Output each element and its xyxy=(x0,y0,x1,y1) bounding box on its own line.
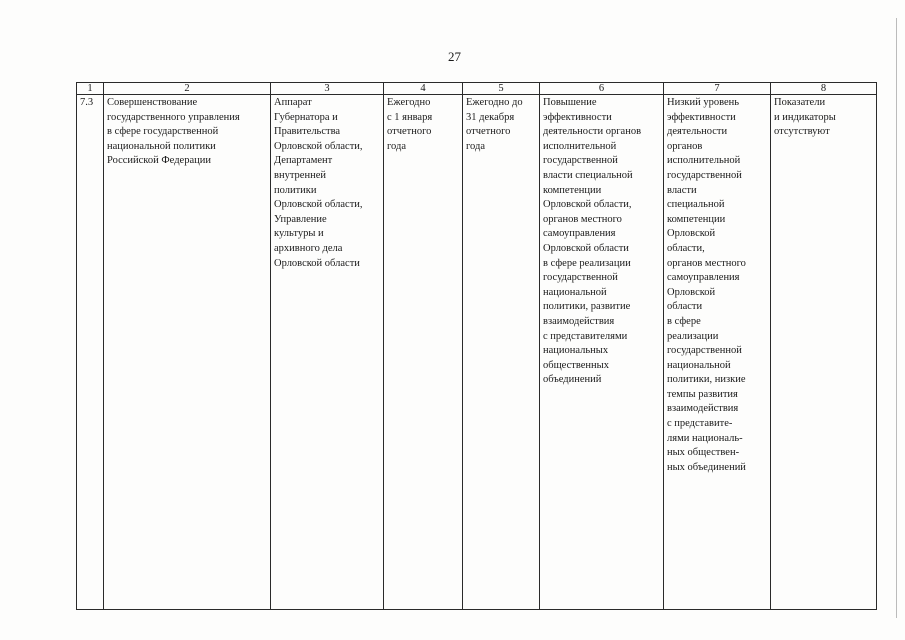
table-row xyxy=(77,95,877,610)
header-col-8: 8 xyxy=(771,83,877,95)
header-col-2: 2 xyxy=(104,83,271,95)
header-col-5: 5 xyxy=(463,83,540,95)
indicators-cell: Показатели и индикаторы отсутствуют xyxy=(771,95,877,610)
expected-result-cell: Повышение эффективности деятельности органов исполнительной государственной власти специальной компетенции Орловской области, органов местного самоуправления Орловской области в сфере реализации государственной национальной политики, развитие взаимодействия с представителями национальных общественных объединений xyxy=(540,95,664,610)
executors-cell: Аппарат Губернатора и Правительства Орловской области, Департамент внутренней политики Орловской области, Управление культуры и архивного дела Орловской области xyxy=(271,95,384,610)
event-name-cell: Совершенствование государственного управления в сфере государственной национальной политики Российской Федерации xyxy=(104,95,271,610)
start-date-cell: Ежегодно с 1 января отчетного года xyxy=(384,95,463,610)
header-col-7: 7 xyxy=(664,83,771,95)
header-col-1: 1 xyxy=(77,83,104,95)
header-col-4: 4 xyxy=(384,83,463,95)
header-row xyxy=(77,83,877,95)
page-edge-line xyxy=(896,18,897,618)
end-date-cell: Ежегодно до 31 декабря отчетного года xyxy=(463,95,540,610)
row-number: 7.3 xyxy=(77,95,104,610)
consequences-cell: Низкий уровень эффективности деятельности органов исполнительной государственной власти специальной компетенции Орловской области, органов местного самоуправления Орловской области в сфере реализации государственной национальной политики, низкие темпы развития взаимодействия с представите- лями националь- ных обществен- ных объединений xyxy=(664,95,771,610)
program-table xyxy=(76,82,877,610)
header-col-6: 6 xyxy=(540,83,664,95)
page-number: 27 xyxy=(448,49,461,64)
header-col-3: 3 xyxy=(271,83,384,95)
